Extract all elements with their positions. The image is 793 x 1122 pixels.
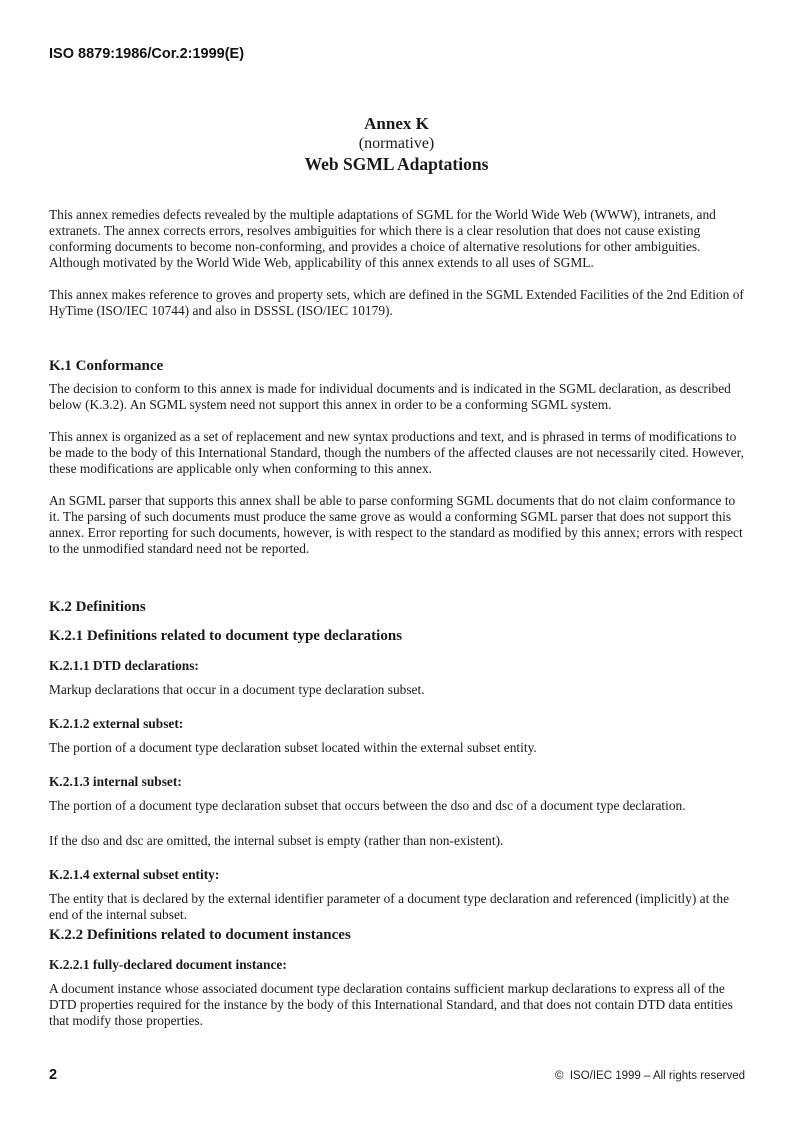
definition-text: The portion of a document type declaration subset that occurs between the dso and dsc of a document type declaration. bbox=[49, 798, 686, 813]
annex-heading: Annex K bbox=[364, 114, 429, 133]
definition-block bbox=[49, 658, 745, 698]
definition-text: A document instance whose associated document type declaration contains sufficient markup declarations to express all of the DTD properties required for the instance by the body of this International Standard, and that does not contain DTD data entities that modify those properties. bbox=[49, 981, 733, 1028]
annex-status: (normative) bbox=[358, 135, 435, 152]
section-k2-heading: K.2 Definitions bbox=[49, 599, 146, 615]
definition-block bbox=[49, 957, 745, 1029]
definition-block bbox=[49, 774, 745, 849]
section-k1-heading: K.1 Conformance bbox=[49, 358, 164, 374]
section-k22-heading: K.2.2 Definitions related to document instances bbox=[49, 927, 351, 943]
paragraph: An SGML parser that supports this annex shall be able to parse conforming SGML documents that do not claim conformance to it. The parsing of such documents must produce the same grove as would a conforming SGML parser that does not support this annex. Error reporting for such documents, however, is with respect to the standard as modified by this annex; errors with respect to the unmodified standard need not be reported. bbox=[49, 493, 743, 556]
annex-subject: Web SGML Adaptations bbox=[304, 154, 489, 174]
definition-text: The entity that is declared by the external identifier parameter of a document type declaration and referenced (implicitly) at the end of the internal subset. bbox=[49, 891, 730, 922]
definition-block bbox=[49, 716, 745, 756]
paragraph: The decision to conform to this annex is made for individual documents and is indicated in the SGML declaration, as described below (K.3.2). An SGML system need not support this annex in order to be a conforming SGML system. bbox=[49, 381, 731, 412]
definition-term: K.2.1.1 DTD declarations: bbox=[49, 658, 199, 673]
definition-text: The portion of a document type declaration subset located within the external subset entity. bbox=[49, 740, 537, 755]
document-body bbox=[0, 207, 793, 1029]
definition-term: K.2.1.2 external subset: bbox=[49, 716, 184, 731]
copyright-notice: © ISO/IEC 1999 – All rights reserved bbox=[554, 1070, 745, 1082]
section-k21-heading: K.2.1 Definitions related to document type declarations bbox=[49, 628, 403, 644]
definition-block bbox=[49, 867, 745, 923]
paragraph: This annex is organized as a set of replacement and new syntax productions and text, and is phrased in terms of modifications to be made to the body of this International Standard, though the numbers of the affected clauses are not necessarily cited. However, these modifications are applicable only when conforming to this annex. bbox=[49, 429, 744, 476]
paragraph: This annex remedies defects revealed by the multiple adaptations of SGML for the World Wide Web (WWW), intranets, and extranets. The annex corrects errors, resolves ambiguities for which there is a clear resolution that does not cause existing conforming documents to become non-conforming, and provides a choice of alternative resolutions for other ambiguities. Although motivated by the World Wide Web, applicability of this annex extends to all uses of SGML. bbox=[49, 207, 716, 270]
definition-text: If the dso and dsc are omitted, the internal subset is empty (rather than non-existent). bbox=[49, 833, 504, 848]
definition-text: Markup declarations that occur in a document type declaration subset. bbox=[49, 682, 425, 697]
definition-term: K.2.2.1 fully-declared document instance: bbox=[49, 957, 287, 972]
annex-title-block bbox=[0, 114, 793, 174]
paragraph: This annex makes reference to groves and property sets, which are defined in the SGML Extended Facilities of the 2nd Edition of HyTime (ISO/IEC 10744) and also in DSSSL (ISO/IEC 10179). bbox=[49, 287, 744, 318]
definition-term: K.2.1.4 external subset entity: bbox=[49, 867, 220, 882]
page-footer bbox=[49, 1067, 745, 1083]
page-number: 2 bbox=[49, 1067, 58, 1083]
definition-term: K.2.1.3 internal subset: bbox=[49, 774, 182, 789]
doc-id: ISO 8879:1986/Cor.2:1999(E) bbox=[49, 46, 245, 62]
